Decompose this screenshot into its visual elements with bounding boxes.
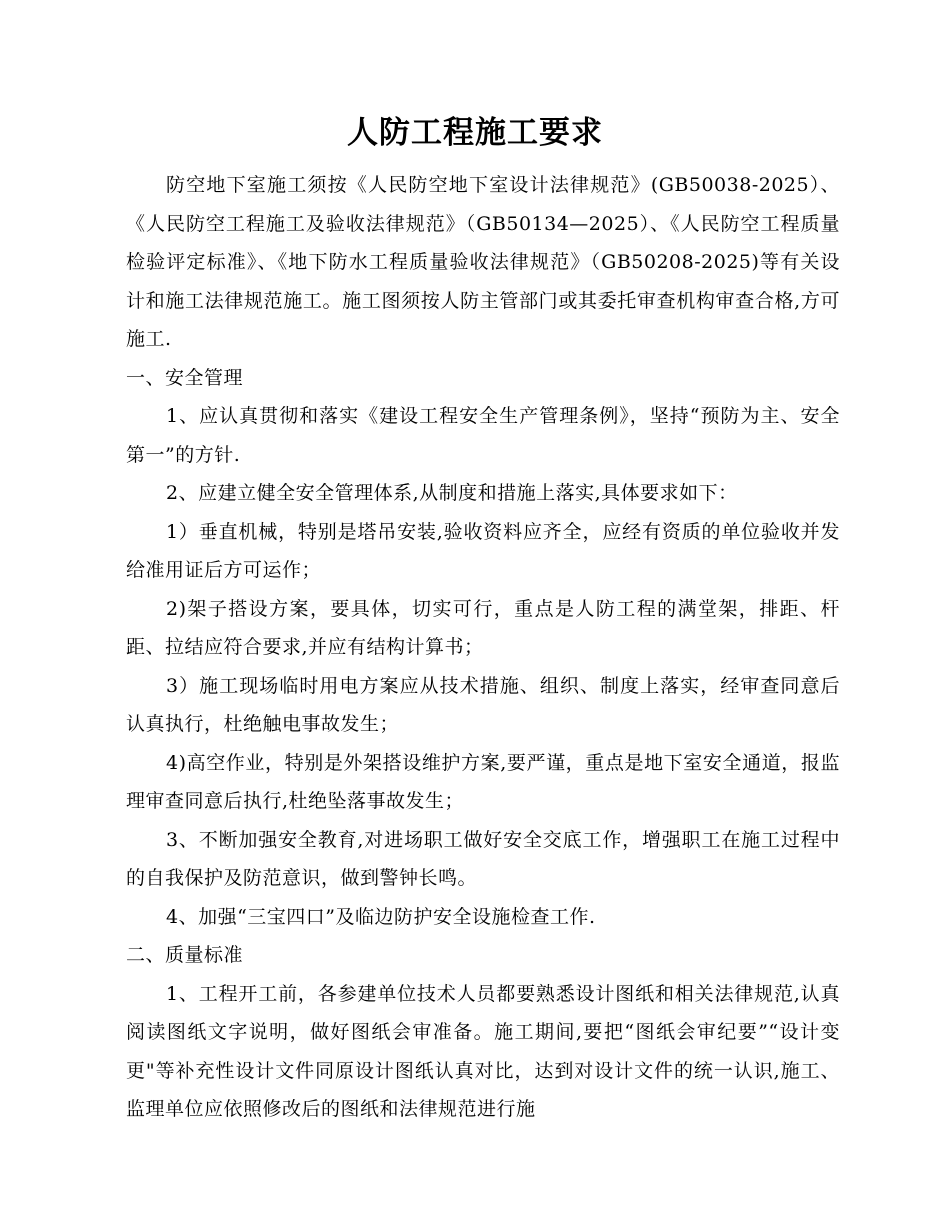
safety-item-1: 1、应认真贯彻和落实《建设工程安全生产管理条例》，坚持“预防为主、安全第一”的方针.	[126, 405, 840, 466]
document-body	[126, 166, 840, 1129]
safety-item-2: 2、应建立健全安全管理体系,从制度和措施上落实,具体要求如下：	[166, 482, 738, 504]
quality-item-1: 1、工程开工前，各参建单位技术人员都要熟悉设计图纸和相关法律规范,认真阅读图纸文字说明，做好图纸会审准备。施工期间,要把“图纸会审纪要”“设计变更"等补充性设计文件同原设计图纸认真对比，达到对设计文件的统一认识,施工、监理单位应依照修改后的图纸和法律规范进行施	[126, 982, 840, 1120]
section-heading-safety: 一、安全管理	[126, 366, 244, 389]
section-heading-quality: 二、质量标准	[126, 944, 244, 966]
intro-paragraph: 防空地下室施工须按《人民防空地下室设计法律规范》(GB50038-2025）、《人民防空工程施工及验收法律规范》（GB50134—2025）、《人民防空工程质量检验评定标准》、《地下防水工程质量验收法律规范》（GB50208-2025)等有关设计和施工法律规范施工。施工图须按人防主管部门或其委托审查机构审查合格,方可施工.	[126, 174, 840, 350]
safety-subitem-1: 1）垂直机械，特别是塔吊安装,验收资料应齐全，应经有资质的单位验收并发给准用证后方可运作；	[126, 520, 840, 581]
safety-item-3: 3、不断加强安全教育,对进场职工做好安全交底工作，增强职工在施工过程中的自我保护及防范意识，做到警钟长鸣。	[126, 828, 840, 889]
safety-item-4: 4、加强“三宝四口”及临边防护安全设施检查工作.	[166, 905, 596, 928]
safety-subitem-4: 4)高空作业，特别是外架搭设维护方案,要严谨，重点是地下室安全通道，报监理审查同意后执行,杜绝坠落事故发生；	[126, 751, 840, 812]
document-title: 人防工程施工要求	[347, 115, 603, 151]
safety-subitem-2: 2)架子搭设方案，要具体，切实可行，重点是人防工程的满堂架，排距、杆距、拉结应符合要求,并应有结构计算书；	[126, 597, 840, 658]
safety-subitem-3: 3）施工现场临时用电方案应从技术措施、组织、制度上落实，经审查同意后认真执行，杜绝触电事故发生；	[126, 674, 840, 735]
